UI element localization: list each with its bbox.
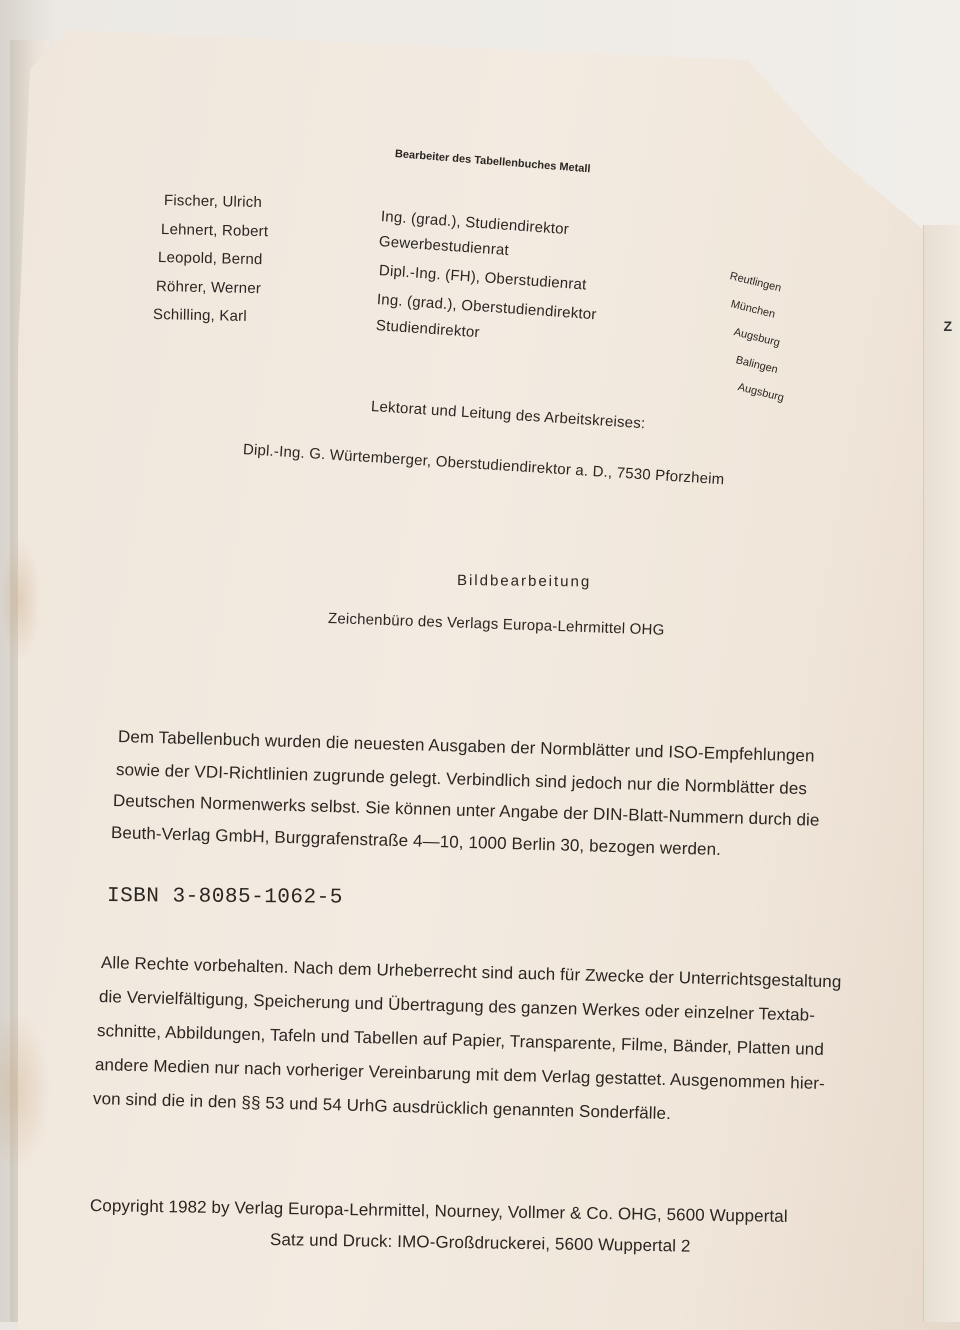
next-page-fragment: Z: [943, 318, 952, 334]
author-name: Lehnert, Robert: [160, 221, 269, 241]
next-page-edge: [923, 225, 960, 1322]
normen-line: Beuth-Verlag GmbH, Burggrafenstraße 4—10, 1000 Berlin 30, bezogen werden.: [110, 823, 722, 860]
lektorat-heading: Lektorat und Leitung des Arbeitskreises:: [370, 398, 646, 433]
author-name: Schilling, Karl: [152, 306, 248, 325]
copyright-line: Copyright 1982 by Verlag Europa-Lehrmittel, Nourney, Vollmer & Co. OHG, 5600 Wuppertal: [89, 1196, 788, 1226]
page-stain: [0, 540, 40, 660]
rights-line: die Vervielfältigung, Speicherung und Übertragung des ganzen Werkes oder einzelner Textab-: [98, 987, 816, 1025]
rights-line: schnitte, Abbildungen, Tafeln und Tabellen auf Papier, Transparente, Filme, Bänder, Platten und: [96, 1021, 825, 1060]
author-name: Röhrer, Werner: [155, 278, 262, 298]
normen-line: Deutschen Normenwerks selbst. Sie können unter Angabe der DIN-Blatt-Nummern durch die: [112, 791, 820, 830]
author-title: Gewerbestudienrat: [378, 233, 510, 260]
printer-line: Satz und Druck: IMO-Großdruckerei, 5600 Wuppertal 2: [269, 1230, 691, 1256]
bildbearbeitung-text: Zeichenbüro des Verlags Europa-Lehrmittel OHG: [327, 610, 665, 639]
author-city: München: [729, 298, 777, 321]
rights-line: Alle Rechte vorbehalten. Nach dem Urheberrecht sind auch für Zwecke der Unterrichtsgestaltung: [100, 953, 842, 992]
author-title: Ing. (grad.), Studiendirektor: [380, 208, 570, 239]
author-city: Augsburg: [732, 326, 782, 350]
author-name: Fischer, Ulrich: [163, 192, 263, 212]
normen-line: Dem Tabellenbuch wurden die neuesten Ausgaben der Normblätter und ISO-Empfehlungen: [117, 727, 815, 766]
author-name: Leopold, Bernd: [157, 249, 263, 269]
lektorat-person: Dipl.-Ing. G. Würtemberger, Oberstudiendirektor a. D., 7530 Pforzheim: [242, 441, 725, 489]
normen-line: sowie der VDI-Richtlinien zugrunde gelegt. Verbindlich sind jedoch nur die Normblätter des: [115, 760, 808, 799]
author-title: Dipl.-Ing. (FH), Oberstudienrat: [378, 262, 588, 294]
bildbearbeitung-heading: Bildbearbeitung: [456, 572, 592, 591]
rights-line: von sind die in den §§ 53 und 54 UrhG ausdrücklich genannten Sonderfälle.: [92, 1089, 672, 1124]
author-city: Augsburg: [736, 381, 786, 405]
author-title: Studiendirektor: [375, 317, 481, 342]
editors-heading: Bearbeiter des Tabellenbuches Metall: [394, 148, 591, 176]
rights-line: andere Medien nur nach vorheriger Vereinbarung mit dem Verlag gestattet. Ausgenommen hier-: [94, 1055, 826, 1094]
author-city: Balingen: [734, 354, 780, 377]
isbn: ISBN 3-8085-1062-5: [106, 885, 343, 910]
author-city: Reutlingen: [728, 270, 783, 295]
author-title: Ing. (grad.), Oberstudiendirektor: [376, 291, 598, 324]
